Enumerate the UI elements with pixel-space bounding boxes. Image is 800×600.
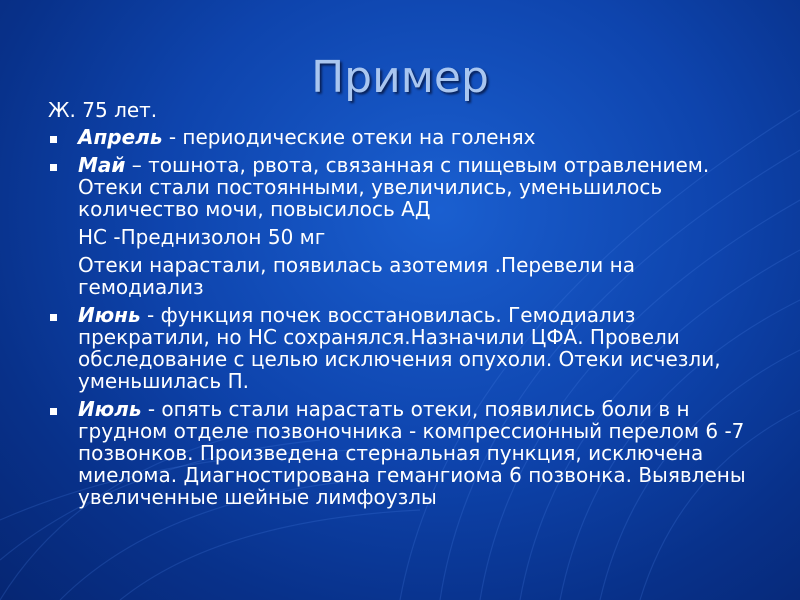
square-bullet-icon (50, 314, 57, 321)
square-bullet-icon (50, 164, 57, 171)
month-label: Июнь (78, 303, 141, 327)
item-text: – тошнота, рвота, связанная с пищевым отравлением. Отеки стали постоянными, увеличились, уменьшилось количество мочи, повысилось АД (78, 153, 710, 221)
slide-title: Пример (311, 52, 489, 103)
month-label: Июль (78, 397, 142, 421)
item-text: - опять стали нарастать отеки, появились боли в н грудном отделе позвоночника - компрессионный перелом 6 -7 позвонков. Произведена стернальная пункция, исключена миелома. Диагностирована гемангиома 6 позвонка. Выявлены увеличенные шейные лимфоузлы (78, 397, 746, 509)
list-item (48, 126, 760, 148)
item-text: Отеки нарастали, появилась азотемия .Перевели на гемодиализ (78, 253, 635, 299)
square-bullet-icon (50, 136, 57, 143)
item-text: - функция почек восстановилась. Гемодиализ прекратили, но НС сохранялся.Назначили ЦФА. Провели обследование с целью исключения опухоли. Отеки исчезли, уменьшилась П. (78, 303, 721, 393)
item-text: НС -Преднизолон 50 мг (78, 225, 326, 249)
item-text: - периодические отеки на голенях (162, 125, 536, 149)
list-item (48, 154, 760, 220)
month-label: Май (78, 153, 126, 177)
list-item (48, 304, 760, 392)
list-item (48, 226, 760, 248)
case-timeline-list (48, 126, 760, 514)
month-label: Апрель (78, 125, 163, 149)
square-bullet-icon (50, 408, 57, 415)
list-item (48, 398, 760, 508)
list-item (48, 254, 760, 298)
patient-info: Ж. 75 лет. (48, 98, 158, 122)
